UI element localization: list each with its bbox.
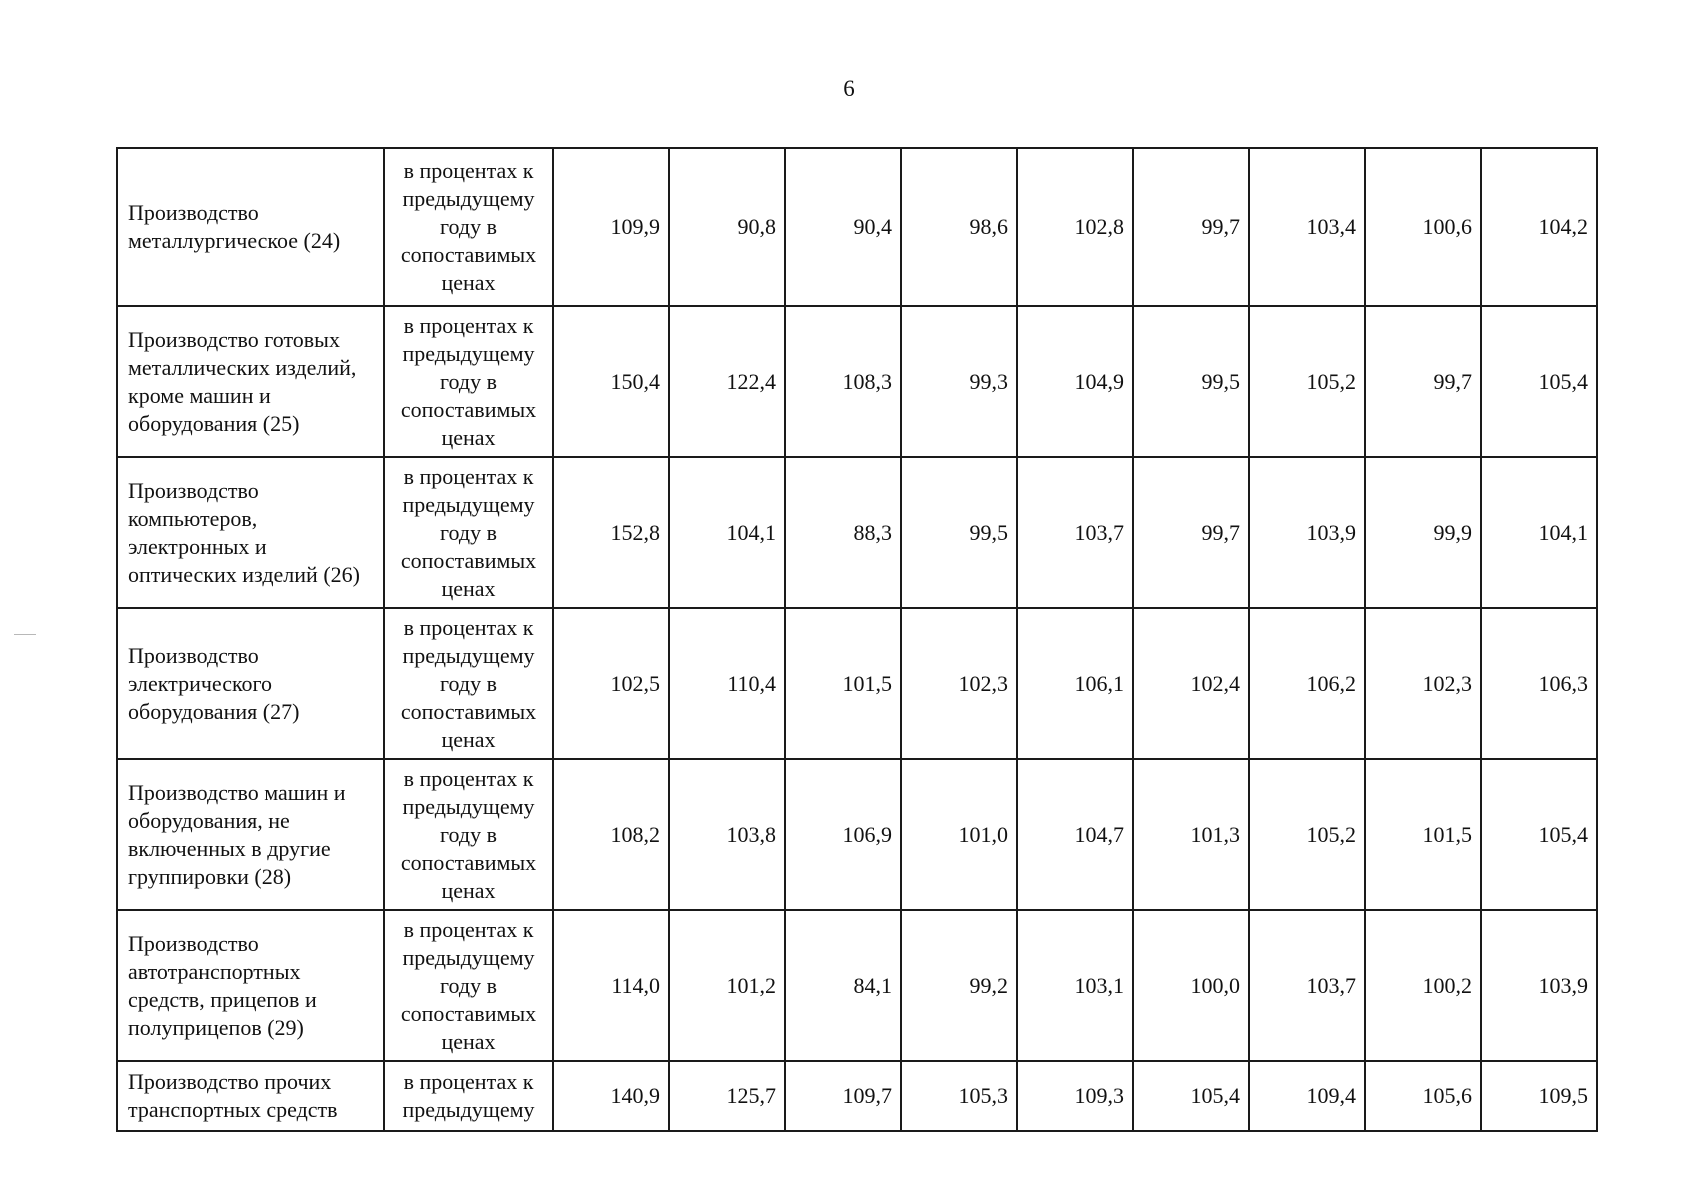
value-cell: 101,3 <box>1133 759 1249 910</box>
value-cell: 140,9 <box>553 1061 669 1131</box>
value-cell: 105,3 <box>901 1061 1017 1131</box>
industry-name: Производство автотранспортных средств, прицепов и полуприцепов (29) <box>117 910 384 1061</box>
unit-label: в процентах к предыдущему году в сопоставимых ценах <box>384 148 553 306</box>
table-row <box>117 457 1597 608</box>
industry-name: Производство электрического оборудования (27) <box>117 608 384 759</box>
table-row <box>117 759 1597 910</box>
page-number: 6 <box>843 76 855 101</box>
value-cell: 152,8 <box>553 457 669 608</box>
unit-label: в процентах к предыдущему году в сопоставимых ценах <box>384 306 553 457</box>
value-cell: 109,5 <box>1481 1061 1597 1131</box>
value-cell: 100,2 <box>1365 910 1481 1061</box>
value-cell: 104,1 <box>669 457 785 608</box>
value-cell: 110,4 <box>669 608 785 759</box>
unit-label: в процентах к предыдущему году в сопоставимых ценах <box>384 457 553 608</box>
value-cell: 98,6 <box>901 148 1017 306</box>
value-cell: 84,1 <box>785 910 901 1061</box>
value-cell: 100,6 <box>1365 148 1481 306</box>
table-row <box>117 148 1597 306</box>
value-cell: 88,3 <box>785 457 901 608</box>
value-cell: 100,0 <box>1133 910 1249 1061</box>
value-cell: 103,8 <box>669 759 785 910</box>
value-cell: 99,5 <box>1133 306 1249 457</box>
unit-label: в процентах к предыдущему <box>384 1061 553 1131</box>
value-cell: 150,4 <box>553 306 669 457</box>
value-cell: 108,2 <box>553 759 669 910</box>
value-cell: 101,5 <box>785 608 901 759</box>
value-cell: 106,9 <box>785 759 901 910</box>
value-cell: 104,1 <box>1481 457 1597 608</box>
value-cell: 109,7 <box>785 1061 901 1131</box>
value-cell: 104,7 <box>1017 759 1133 910</box>
value-cell: 108,3 <box>785 306 901 457</box>
value-cell: 109,9 <box>553 148 669 306</box>
value-cell: 99,7 <box>1365 306 1481 457</box>
value-cell: 125,7 <box>669 1061 785 1131</box>
value-cell: 105,4 <box>1133 1061 1249 1131</box>
value-cell: 103,1 <box>1017 910 1133 1061</box>
table-row <box>117 910 1597 1061</box>
unit-label: в процентах к предыдущему году в сопоставимых ценах <box>384 608 553 759</box>
value-cell: 90,8 <box>669 148 785 306</box>
value-cell: 122,4 <box>669 306 785 457</box>
industry-name: Производство металлургическое (24) <box>117 148 384 306</box>
value-cell: 99,7 <box>1133 457 1249 608</box>
value-cell: 106,3 <box>1481 608 1597 759</box>
value-cell: 99,2 <box>901 910 1017 1061</box>
value-cell: 102,5 <box>553 608 669 759</box>
value-cell: 101,0 <box>901 759 1017 910</box>
scan-mark <box>14 634 36 635</box>
value-cell: 101,5 <box>1365 759 1481 910</box>
value-cell: 101,2 <box>669 910 785 1061</box>
value-cell: 103,9 <box>1481 910 1597 1061</box>
value-cell: 103,7 <box>1249 910 1365 1061</box>
unit-label: в процентах к предыдущему году в сопоставимых ценах <box>384 910 553 1061</box>
value-cell: 105,4 <box>1481 306 1597 457</box>
value-cell: 99,3 <box>901 306 1017 457</box>
unit-label: в процентах к предыдущему году в сопоставимых ценах <box>384 759 553 910</box>
value-cell: 102,8 <box>1017 148 1133 306</box>
value-cell: 102,4 <box>1133 608 1249 759</box>
value-cell: 102,3 <box>1365 608 1481 759</box>
table-row <box>117 608 1597 759</box>
value-cell: 103,7 <box>1017 457 1133 608</box>
industry-name: Производство готовых металлических изделий, кроме машин и оборудования (25) <box>117 306 384 457</box>
value-cell: 99,9 <box>1365 457 1481 608</box>
value-cell: 99,7 <box>1133 148 1249 306</box>
industry-name: Производство прочих транспортных средств <box>117 1061 384 1131</box>
industry-name: Производство компьютеров, электронных и оптических изделий (26) <box>117 457 384 608</box>
value-cell: 90,4 <box>785 148 901 306</box>
value-cell: 105,2 <box>1249 759 1365 910</box>
table-row <box>117 306 1597 457</box>
value-cell: 109,4 <box>1249 1061 1365 1131</box>
value-cell: 105,4 <box>1481 759 1597 910</box>
table-row <box>117 1061 1597 1131</box>
value-cell: 103,4 <box>1249 148 1365 306</box>
value-cell: 99,5 <box>901 457 1017 608</box>
data-table <box>116 147 1598 1132</box>
value-cell: 106,2 <box>1249 608 1365 759</box>
value-cell: 105,2 <box>1249 306 1365 457</box>
value-cell: 105,6 <box>1365 1061 1481 1131</box>
value-cell: 102,3 <box>901 608 1017 759</box>
value-cell: 104,9 <box>1017 306 1133 457</box>
value-cell: 106,1 <box>1017 608 1133 759</box>
value-cell: 104,2 <box>1481 148 1597 306</box>
value-cell: 103,9 <box>1249 457 1365 608</box>
value-cell: 109,3 <box>1017 1061 1133 1131</box>
value-cell: 114,0 <box>553 910 669 1061</box>
industry-name: Производство машин и оборудования, не включенных в другие группировки (28) <box>117 759 384 910</box>
